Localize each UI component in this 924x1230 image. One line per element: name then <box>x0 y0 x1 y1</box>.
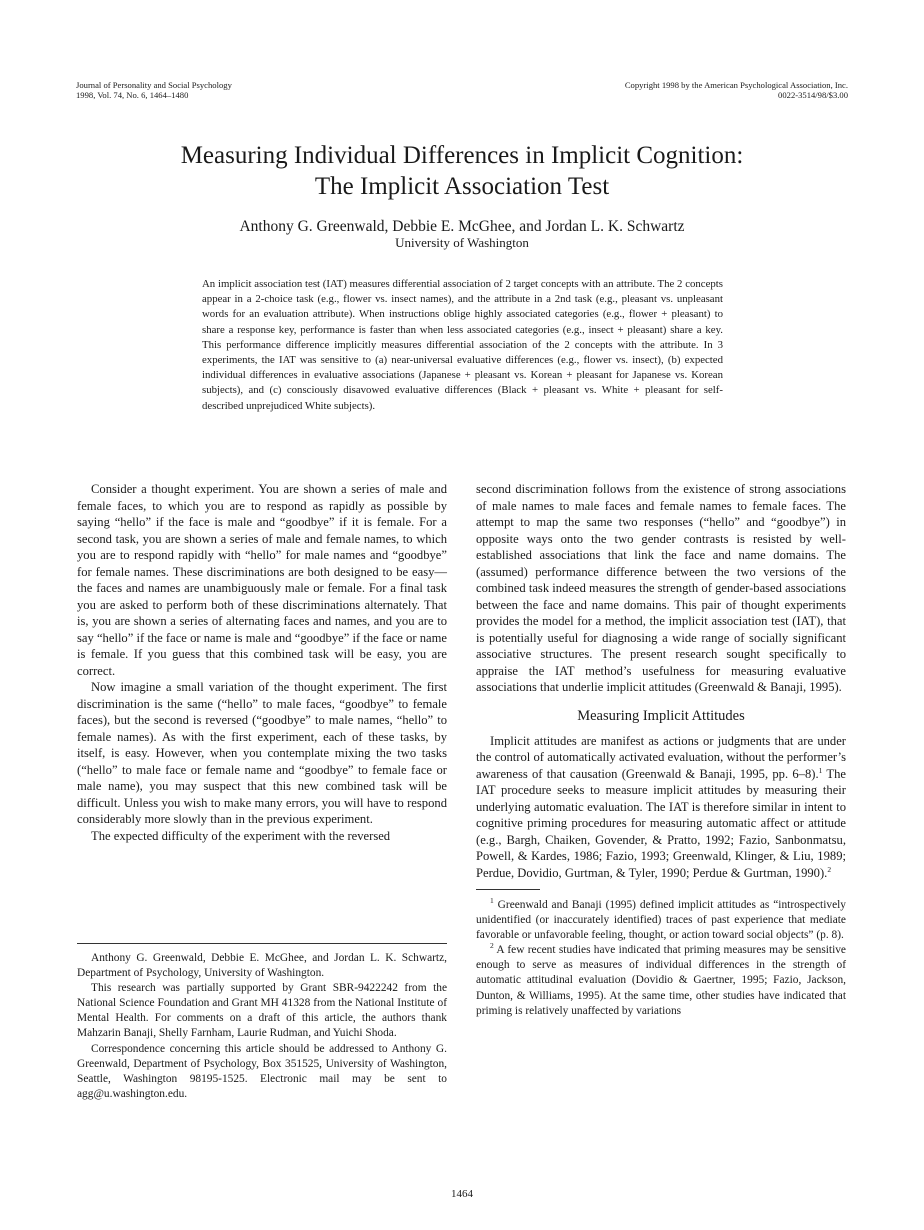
author-list: Anthony G. Greenwald, Debbie E. McGhee, and Jordan L. K. Schwartz <box>239 218 685 235</box>
issn-code: 0022-3514/98/$3.00 <box>778 90 848 100</box>
author-note <box>77 951 447 1102</box>
affiliation: University of Washington <box>395 235 529 250</box>
running-header-left <box>76 80 232 100</box>
journal-name: Journal of Personality and Social Psychology <box>76 80 232 90</box>
footnotes <box>476 898 846 1019</box>
running-header-right <box>625 80 848 100</box>
section-heading: Measuring Implicit Attitudes <box>577 707 745 724</box>
author-note-paragraph: Correspondence concerning this article should be addressed to Anthony G. Greenwald, Department of Psychology, Box 351525, University of Washington, Seattle, Washington 98195-1525. Electronic mail may be sent to agg@u.washington.edu. <box>77 1042 447 1100</box>
abstract: An implicit association test (IAT) measures differential association of 2 target concepts with an attribute. The 2 concepts appear in a 2-choice task (e.g., flower vs. insect names), and the attribute in a 2nd task (e.g., pleasant vs. unpleasant words for an evaluation attribute). When instructions oblige highly associated categories (e.g., flower + pleasant) to share a response key, performance is faster than when less associated categories (e.g., insect + pleasant) share a key. This performance difference implicitly measures differential association of the 2 concepts with the attribute. In 3 experiments, the IAT was sensitive to (a) near-universal evaluative differences (e.g., flower vs. insect), (b) expected individual differences in evaluative associations (Japanese + pleasant vs. Korean + pleasant for Japanese vs. Korean subjects), and (c) consciously disavowed evaluative differences (Black + pleasant vs. White + pleasant for self-described unprejudiced White subjects). <box>202 278 723 412</box>
footnote-number: 2 <box>490 941 494 951</box>
copyright-line: Copyright 1998 by the American Psychological Association, Inc. <box>624 80 848 90</box>
author-note-paragraph: Anthony G. Greenwald, Debbie E. McGhee, and Jordan L. K. Schwartz, Department of Psychology, University of Washington. <box>77 952 447 980</box>
author-note-paragraph: This research was partially supported by Grant SBR-9422242 from the National Science Foundation and Grant MH 41328 from the National Institute of Mental Health. For comments on a draft of this article, the authors thank Mahzarin Banaji, Shelly Farnham, Laurie Rudman, and Yuichi Shoda. <box>77 982 447 1040</box>
footnote-ref-1: 1 <box>818 765 823 775</box>
author-note-rule <box>77 943 447 944</box>
body-text: Implicit attitudes are manifest as actions or judgments that are under the control of automatically activated evaluation, without the performer’s awareness of that causation (Greenwald & Banaji, 1995, pp. 6–8). <box>476 733 846 781</box>
title-line-1: Measuring Individual Differences in Implicit Cognition: <box>180 142 744 169</box>
left-column <box>77 481 447 844</box>
body-text: The IAT procedure seeks to measure implicit attitudes by measuring their underlying automatic evaluation. The IAT is therefore similar in intent to cognitive priming procedures for measuring automatic affect or attitude (e.g., Bargh, Chaiken, Govender, & Pratto, 1992; Fazio, Sanbonmatsu, Powell, & Kardes, 1986; Fazio, 1993; Greenwald, Klinger, & Liu, 1989; Perdue, Dovidio, Gurtman, & Tyler, 1990; Perdue & Gurtman, 1990). <box>476 766 846 880</box>
footnote-number: 1 <box>490 896 494 905</box>
page-number: 1464 <box>451 1188 473 1200</box>
footnote-1 <box>476 898 846 943</box>
footnote-2 <box>476 943 846 1018</box>
body-paragraph: Now imagine a small variation of the thought experiment. The first discrimination is the same (“hello” to male faces, “goodbye” to female faces), but the second is reversed (“goodbye” to male names, “hello” to female names). As with the first experiment, each of these tasks, by itself, is easy. However, when you contemplate mixing the two tasks (“hello” to male face or female name and “goodbye” to female face or male name), you may suspect that this new combined task will be difficult. Unless you wish to make many errors, you will have to respond considerably more slowly than in the previous experiment. <box>77 680 447 826</box>
footnote-rule <box>476 889 540 890</box>
footnote-text: Greenwald and Banaji (1995) defined implicit attitudes as “introspectively unidentified (or inaccurately identified) traces of past experience that mediate favorable or unfavorable feeling, thought, or action toward social objects” (p. 8). <box>476 899 846 942</box>
right-column <box>476 481 846 1019</box>
body-paragraph: The expected difficulty of the experiment with the reversed <box>91 828 391 843</box>
article-title <box>0 140 924 202</box>
footnote-ref-2: 2 <box>827 864 832 874</box>
body-paragraph: second discrimination follows from the existence of strong associations of male names to male faces and female names to female faces. The attempt to map the same two responses (“hello” and “goodbye”) in opposite ways onto the two gender contrasts is resisted by well-established associations that link the face and name domains. The (assumed) performance difference between the two versions of the combined task indeed measures the strength of gender-based associations between the face and name domains. This pair of thought experiments provides the model for a method, the implicit association test (IAT), that is potentially useful for diagnosing a wide range of socially significant associative structures. The present research sought specifically to appraise the IAT method’s usefulness for measuring evaluative associations that underlie implicit attitudes (Greenwald & Banaji, 1995). <box>476 482 846 694</box>
body-paragraph: Consider a thought experiment. You are shown a series of male and female faces, to which you are to respond as rapidly as possible by saying “hello” if the face is male and “goodbye” if it is female. For a second task, you are shown a series of male and female names, to which you are to respond rapidly with “hello” for male names and “goodbye” for female names. These discriminations are both designed to be easy—the faces and names are unambiguously male or female. For a final task you are asked to perform both of these discriminations alternately. That is, you are shown a series of alternating faces and names, and you are to say “hello” if the face or name is male and “goodbye” if the face or name is female. If you guess that this combined task will be easy, you are correct. <box>77 482 447 678</box>
footnote-text: A few recent studies have indicated that priming measures may be sensitive enough to serve as measures of individual differences in the strength of automatic attitudinal evaluation (Dovidio & Gaertner, 1995; Fazio, Jackson, Dunton, & Williams, 1995). At the same time, other studies have indicated that priming is relatively unaffected by variations <box>476 944 846 1017</box>
title-line-2: The Implicit Association Test <box>314 173 610 200</box>
body-paragraph <box>476 733 846 882</box>
volume-info: 1998, Vol. 74, No. 6, 1464–1480 <box>76 90 189 100</box>
